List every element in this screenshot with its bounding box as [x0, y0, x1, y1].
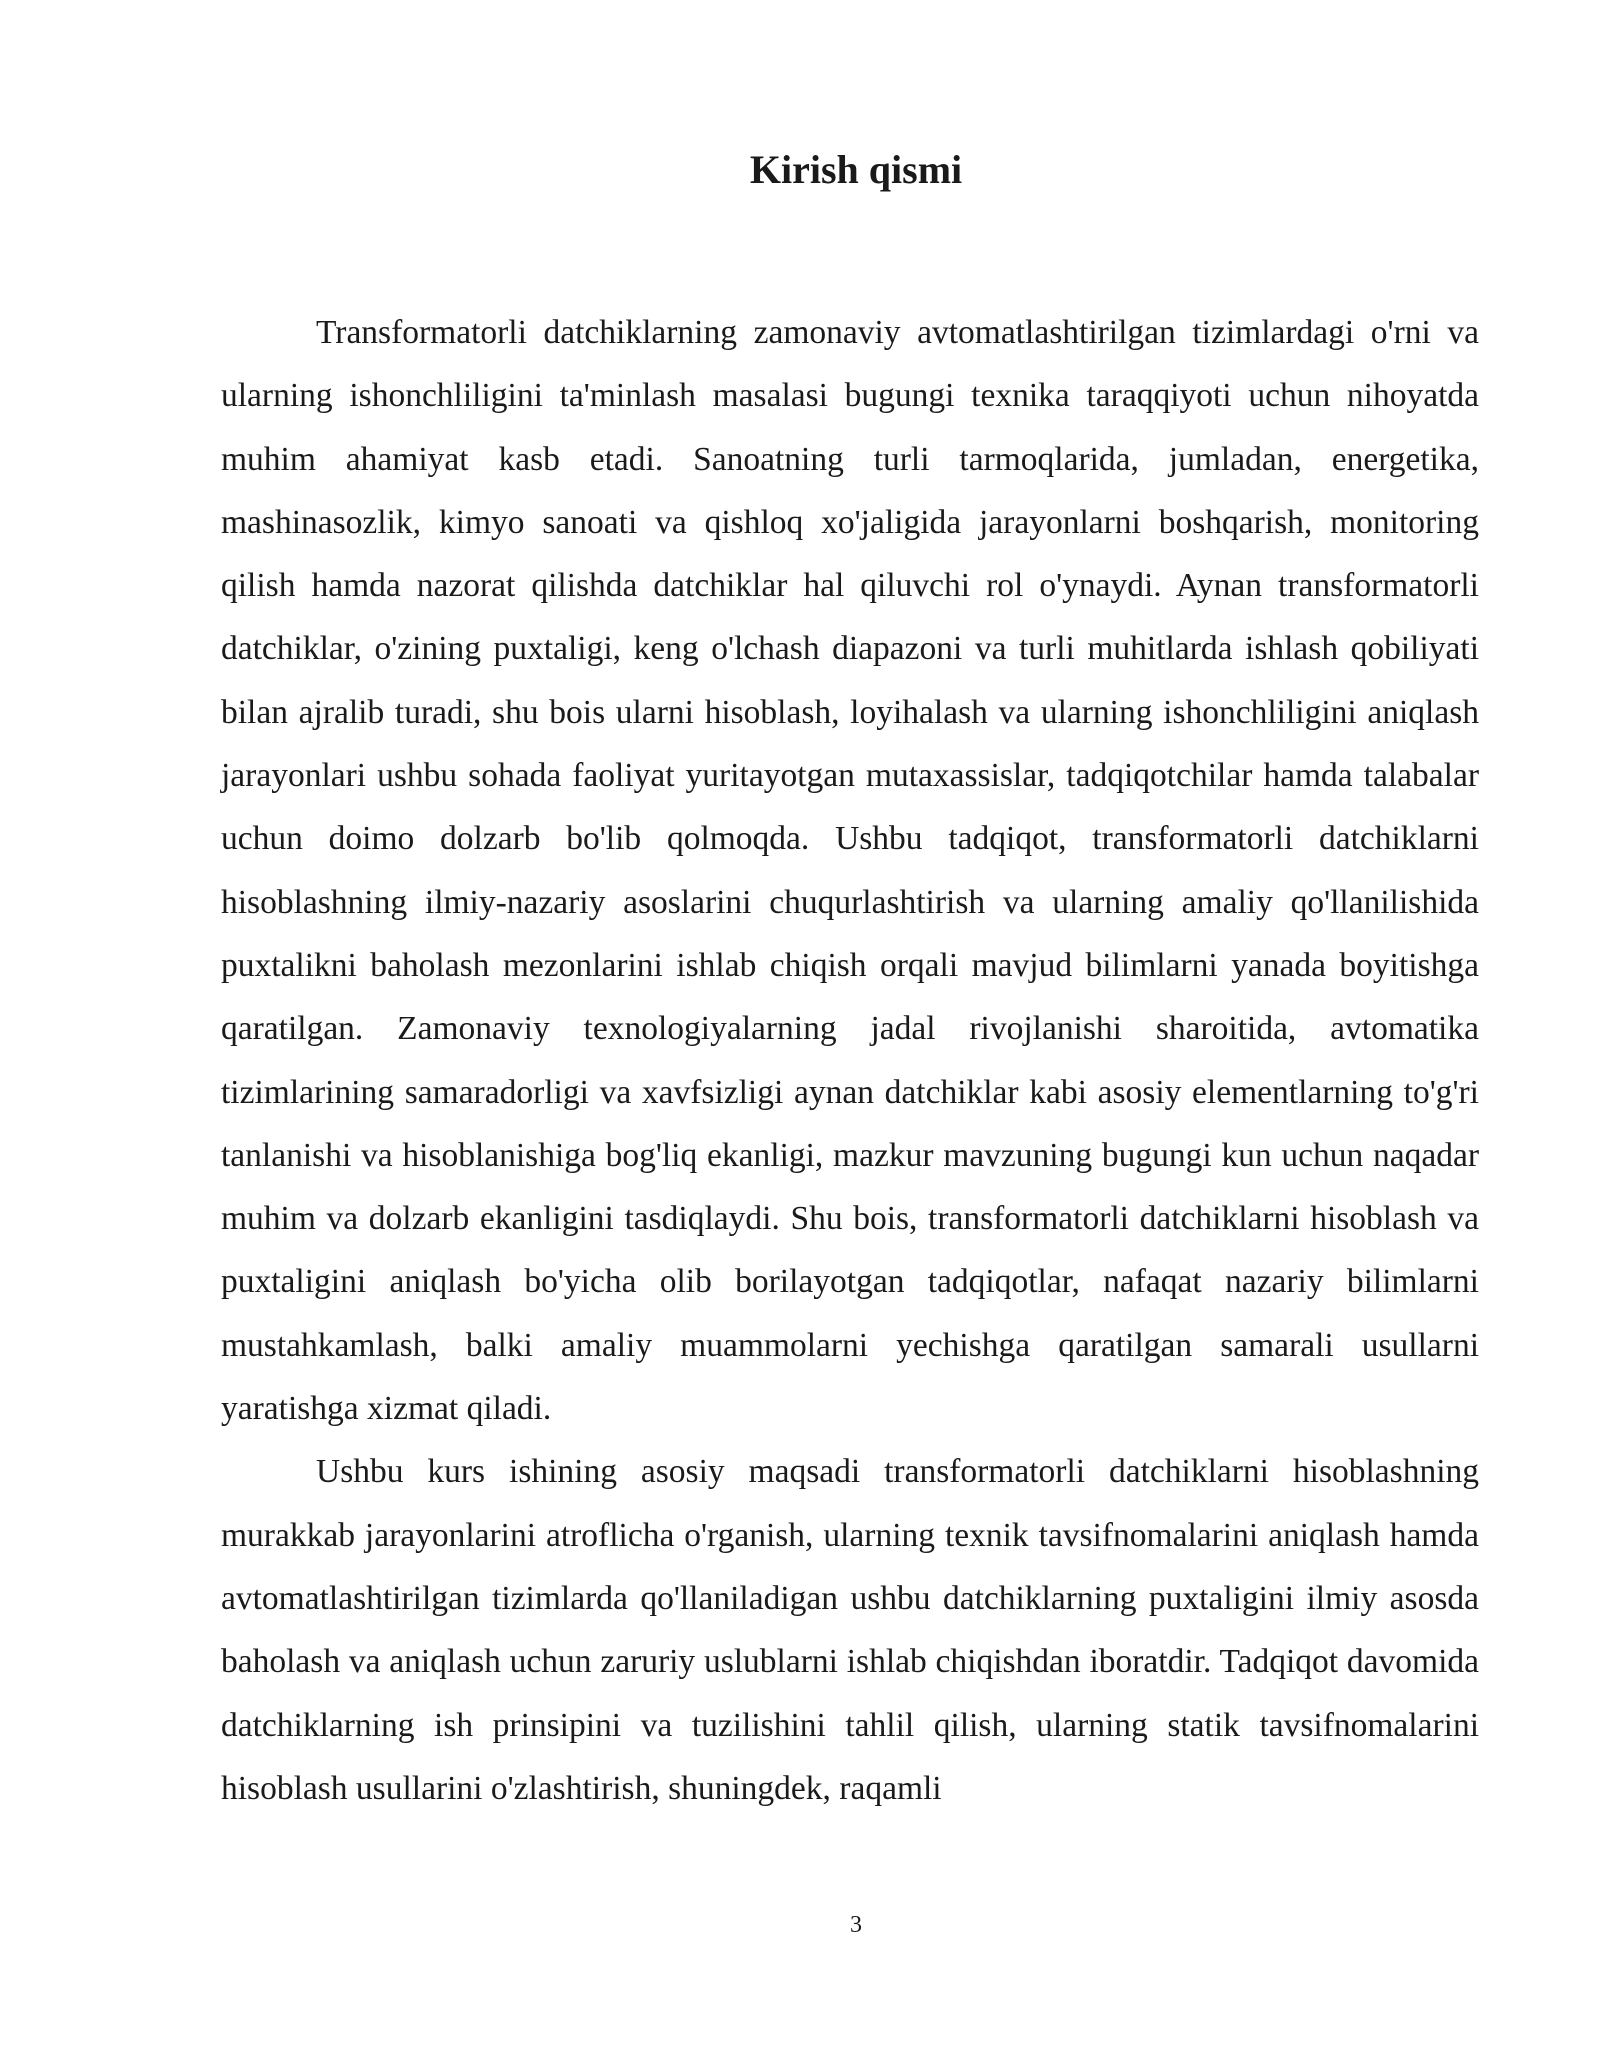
- page-number: 3: [850, 1912, 862, 1938]
- body-text: [221, 301, 1479, 1820]
- page-title: Kirish qismi: [749, 147, 963, 192]
- paragraph-2: Ushbu kurs ishining asosiy maqsadi transformatorli datchiklarni hisoblashning murakkab jarayonlarini atroflicha o'rganish, ularning texnik tavsifnomalarini aniqlash hamda avtomatlashtirilgan tizimlarda qo'llaniladigan ushbu datchiklarning puxtaligini ilmiy asosda baholash va aniqlash uchun zaruriy uslublarni ishlab chiqishdan iboratdir. Tadqiqot davomida datchiklarning ish prinsipini va tuzilishini tahlil qilish, ularning statik tavsifnomalarini hisoblash usullarini o'zlashtirish, shuningdek, raqamli: [221, 1453, 1479, 1807]
- paragraph-1: Transformatorli datchiklarning zamonaviy avtomatlashtirilgan tizimlardagi o'rni va ularning ishonchliligini ta'minlash masalasi bugungi texnika taraqqiyoti uchun nihoyatda muhim ahamiyat kasb etadi. Sanoatning turli tarmoqlarida, jumladan, energetika, mashinasozlik, kimyo sanoati va qishloq xo'jaligida jarayonlarni boshqarish, monitoring qilish hamda nazorat qilishda datchiklar hal qiluvchi rol o'ynaydi. Aynan transformatorli datchiklar, o'zining puxtaligi, keng o'lchash diapazoni va turli muhitlarda ishlash qobiliyati bilan ajralib turadi, shu bois ularni hisoblash, loyihalash va ularning ishonchliligini aniqlash jarayonlari ushbu sohada faoliyat yuritayotgan mutaxassislar, tadqiqotchilar hamda talabalar uchun doimo dolzarb bo'lib qolmoqda. Ushbu tadqiqot, transformatorli datchiklarni hisoblashning ilmiy-nazariy asoslarini chuqurlashtirish va ularning amaliy qo'llanilishida puxtalikni baholash mezonlarini ishlab chiqish orqali mavjud bilimlarni yanada boyitishga qaratilgan. Zamonaviy texnologiyalarning jadal rivojlanishi sharoitida, avtomatika tizimlarining samaradorligi va xavfsizligi aynan datchiklar kabi asosiy elementlarning to'g'ri tanlanishi va hisoblanishiga bog'liq ekanligi, mazkur mavzuning bugungi kun uchun naqadar muhim va dolzarb ekanligini tasdiqlaydi. Shu bois, transformatorli datchiklarni hisoblash va puxtaligini aniqlash bo'yicha olib borilayotgan tadqiqotlar, nafaqat nazariy bilimlarni mustahkamlash, balki amaliy muammolarni yechishga qaratilgan samarali usullarni yaratishga xizmat qiladi.: [221, 314, 1479, 1428]
